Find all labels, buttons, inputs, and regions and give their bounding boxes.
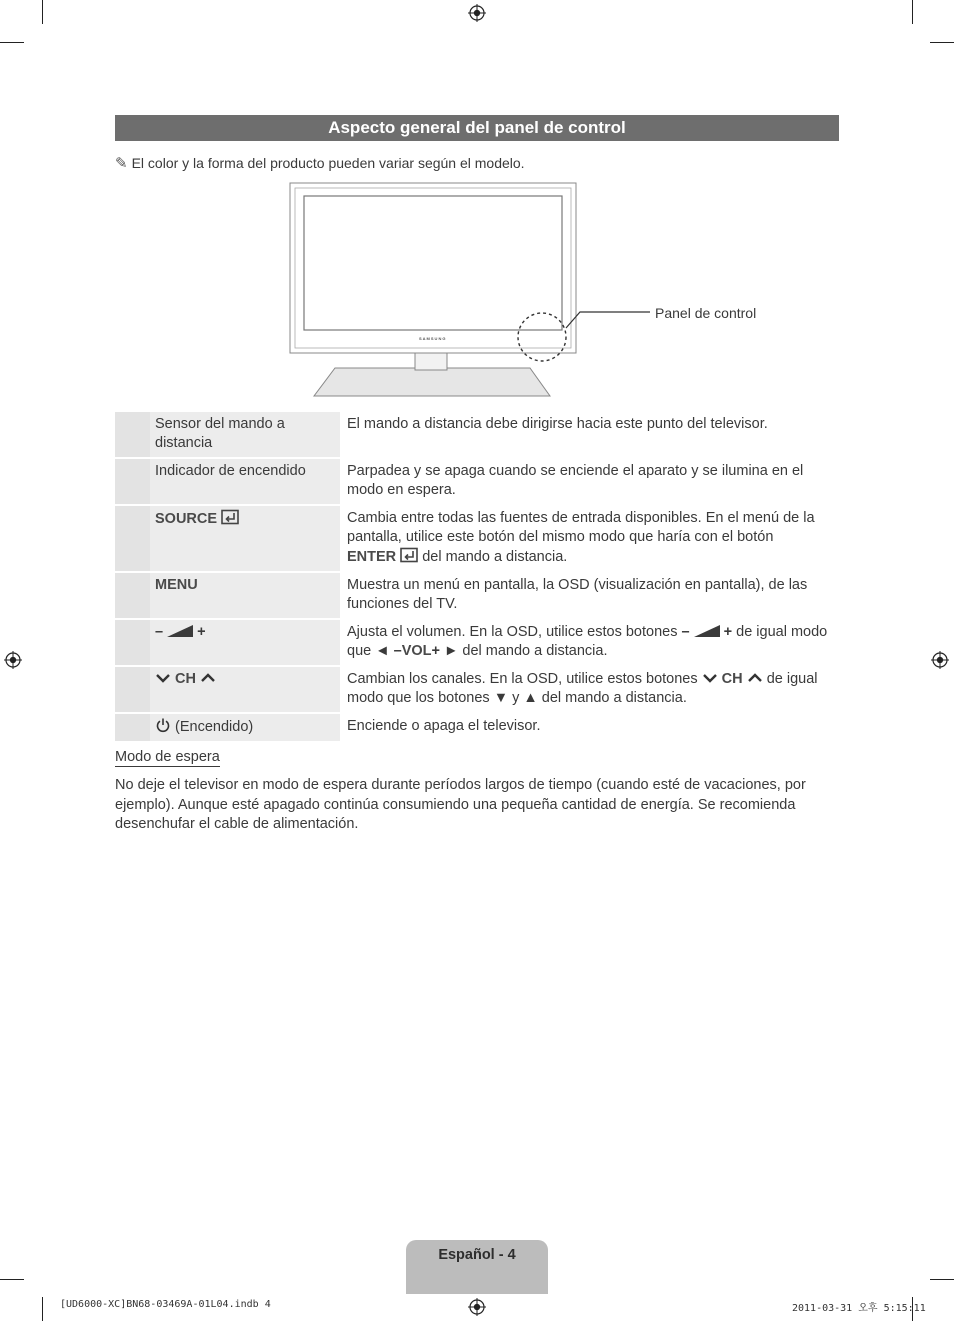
note (115, 154, 525, 172)
crop-mark (0, 42, 24, 43)
control-name (150, 620, 340, 665)
table-row (115, 506, 839, 571)
power-icon (155, 717, 171, 733)
callout-label: Panel de control (655, 305, 757, 321)
crop-mark (0, 1279, 24, 1280)
table-row (115, 459, 839, 504)
table-row (115, 573, 839, 618)
row-marker (115, 573, 150, 618)
control-desc: Parpadea y se apaga cuando se enciende el aparato y se ilumina en el modo en espera. (340, 459, 839, 504)
control-desc: El mando a distancia debe dirigirse hacia este punto del televisor. (340, 412, 839, 457)
section-title: Aspecto general del panel de control (115, 115, 839, 141)
desc-text: Cambia entre todas las fuentes de entrada disponibles. En el menú de la pantalla, utilice este botón del mismo modo que haría con el botón (347, 510, 815, 545)
crop-mark (930, 42, 954, 43)
left-arrow-icon: ◄ (375, 643, 390, 659)
note-text: El color y la forma del producto pueden variar según el modelo. (131, 155, 525, 171)
print-timestamp: 2011-03-31 오후 5:15:11 (792, 1303, 926, 1314)
control-name (150, 667, 340, 712)
page-tab (406, 1240, 548, 1294)
plus-icon: + (723, 624, 733, 640)
enter-icon (221, 509, 239, 525)
table-row (115, 667, 839, 712)
menu-label: MENU (155, 577, 198, 593)
control-desc: Muestra un menú en pantalla, la OSD (visualización en pantalla), de las funciones del TV. (340, 573, 839, 618)
standby-text: No deje el televisor en modo de espera durante períodos largos de tiempo (cuando esté de vacaciones, por ejemplo). Aunque esté apagado continúa consumiendo una pequeña cantidad de energía. Se recomienda desenchufar el cable de alimentación. (115, 777, 806, 832)
control-desc (340, 620, 839, 665)
registration-mark-icon (468, 1298, 486, 1316)
chevron-down-icon (155, 672, 171, 684)
row-marker (115, 667, 150, 712)
crop-mark (42, 0, 43, 24)
control-name (150, 714, 340, 741)
controls-table (115, 410, 839, 743)
crop-mark (930, 1279, 954, 1280)
page-label: Español - 4 (438, 1247, 516, 1263)
desc-text: de igual modo que los botones ▼ y ▲ del mando a distancia. (347, 671, 818, 706)
pencil-note-icon: ✎ (115, 155, 128, 172)
desc-text: del mando a distancia. (422, 549, 568, 565)
control-name (150, 573, 340, 618)
row-marker (115, 459, 150, 504)
desc-text: de igual modo que (347, 624, 828, 659)
print-file-info: [UD6000-XC]BN68-03469A-01L04.indb 4 (60, 1299, 271, 1310)
source-label: SOURCE (155, 511, 218, 527)
table-row (115, 714, 839, 741)
chevron-up-icon (200, 672, 216, 684)
control-name: Indicador de encendido (150, 459, 340, 504)
tv-illustration (280, 178, 800, 403)
ch-label: CH (175, 671, 196, 687)
control-desc (340, 506, 839, 571)
desc-text: del mando a distancia. (462, 643, 608, 659)
crop-mark (42, 1297, 43, 1321)
minus-icon: – (393, 643, 402, 659)
row-marker (115, 412, 150, 457)
desc-text: Ajusta el volumen. En la OSD, utilice estos botones (347, 624, 678, 640)
row-marker (115, 714, 150, 741)
volume-ramp-icon (167, 625, 193, 637)
power-label: (Encendido) (175, 719, 254, 735)
desc-text: Cambian los canales. En la OSD, utilice estos botones (347, 671, 698, 687)
volume-ramp-icon (694, 625, 720, 637)
enter-icon (400, 547, 418, 563)
crop-mark (912, 0, 913, 24)
control-name (150, 506, 340, 571)
ch-label: CH (721, 671, 743, 687)
chevron-down-icon (702, 672, 718, 684)
chevron-up-icon (747, 672, 763, 684)
enter-label: ENTER (347, 549, 397, 565)
plus-icon: + (431, 643, 440, 659)
table-row (115, 412, 839, 457)
registration-mark-icon (468, 4, 486, 22)
tv-brand-logo: SAMSUNG (419, 336, 447, 341)
row-marker (115, 620, 150, 665)
minus-icon: – (155, 624, 164, 640)
minus-icon: – (681, 624, 690, 640)
control-name: Sensor del mando a distancia (150, 412, 340, 457)
right-arrow-icon: ► (444, 643, 459, 659)
standby-heading: Modo de espera (115, 749, 220, 765)
registration-mark-icon (4, 651, 22, 669)
control-desc: Enciende o apaga el televisor. (340, 714, 839, 741)
row-marker (115, 506, 150, 571)
control-desc (340, 667, 839, 712)
registration-mark-icon (931, 651, 949, 669)
table-row (115, 620, 839, 665)
vol-label: VOL (401, 643, 432, 659)
plus-icon: + (197, 624, 206, 640)
